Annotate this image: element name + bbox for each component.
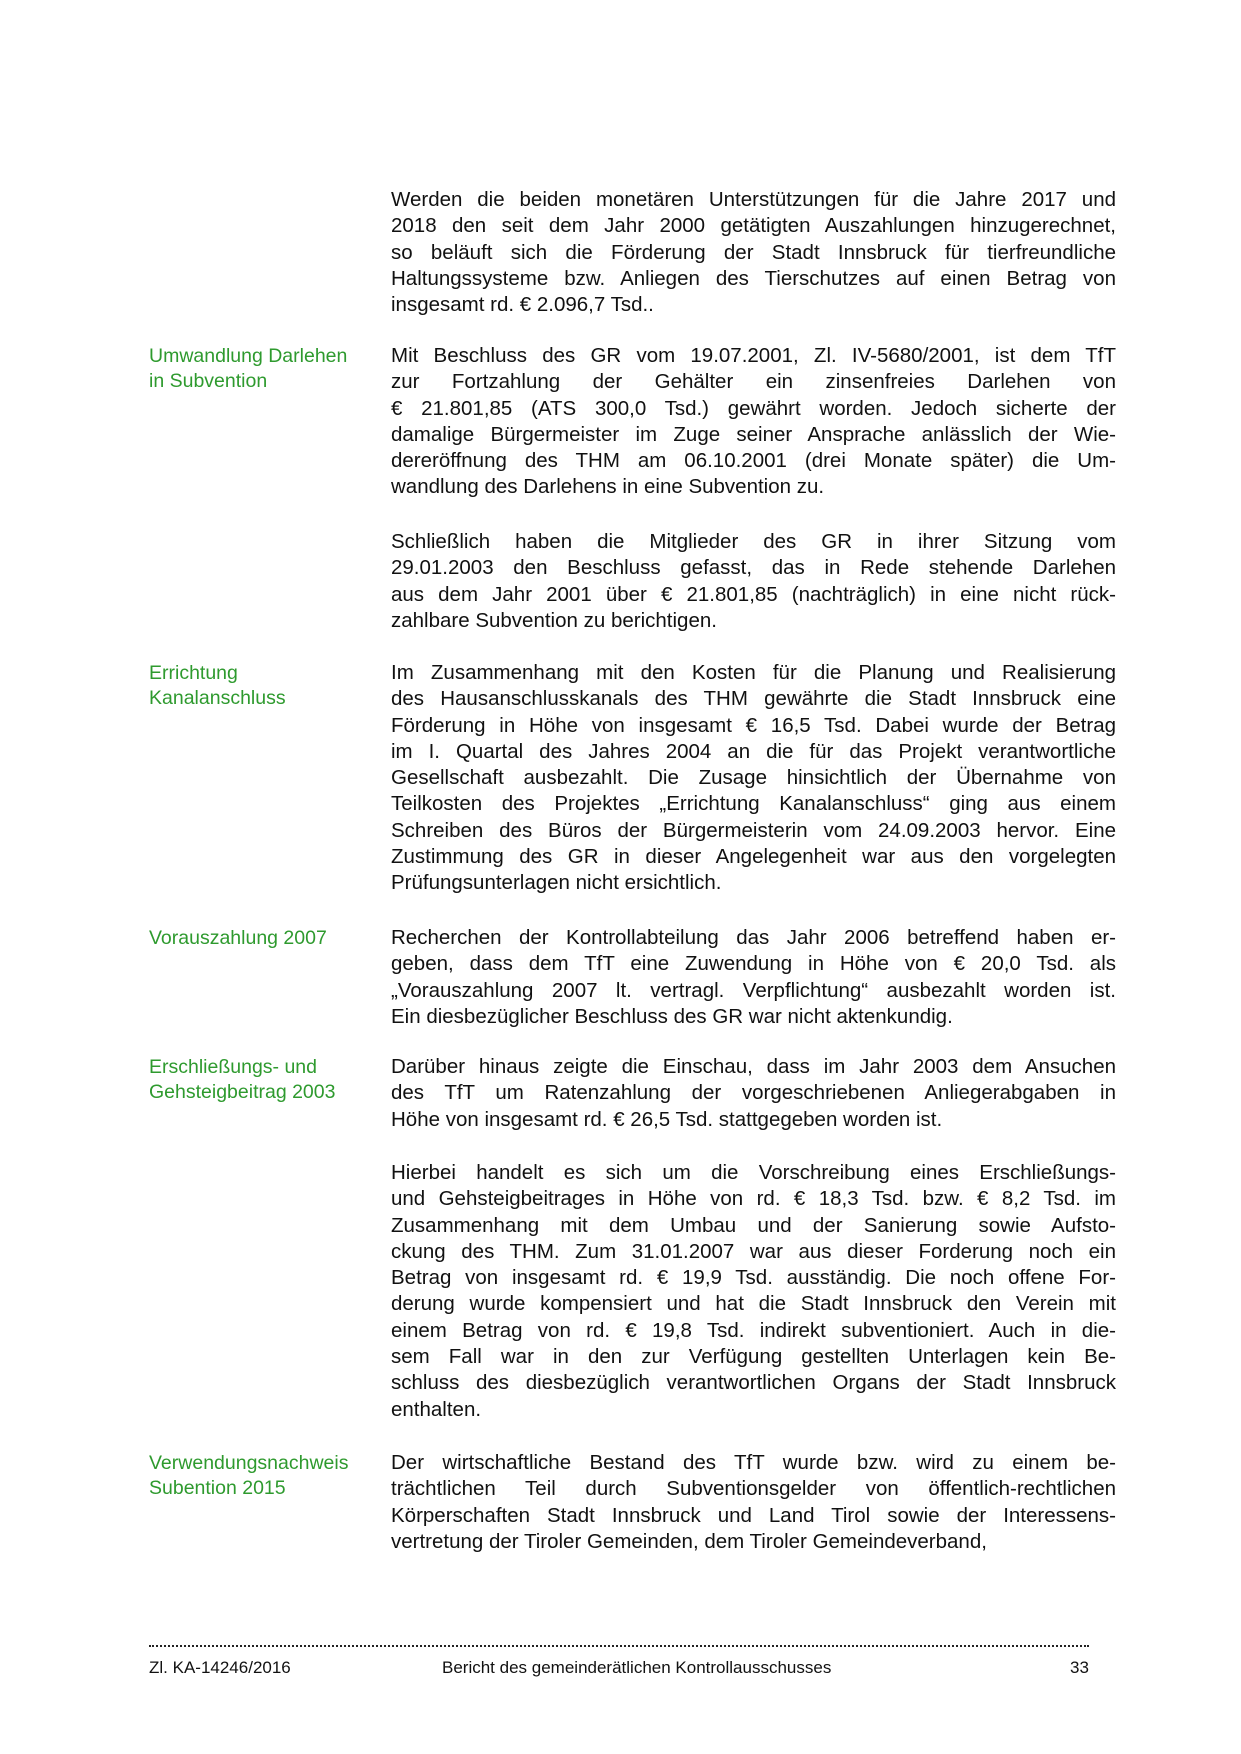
- text-line: „Vorauszahlung 2007 lt. vertragl. Verpflichtung“ ausbezahlt worden ist.: [391, 978, 1116, 1002]
- text-line: Darüber hinaus zeigte die Einschau, dass im Jahr 2003 dem Ansuchen: [391, 1055, 1116, 1078]
- body-paragraph: [391, 1450, 1116, 1555]
- margin-heading: [149, 1055, 379, 1104]
- page-number: 33: [1070, 1658, 1089, 1677]
- text-line: trächtlichen Teil durch Subventionsgelder von öffentlich-rechtlichen: [391, 1477, 1116, 1501]
- text-line: zahlbare Subvention zu berichtigen.: [391, 608, 717, 632]
- body-paragraph: [391, 1160, 1116, 1423]
- margin-heading-line: Umwandlung Darlehen: [149, 345, 348, 367]
- margin-heading: [149, 661, 379, 710]
- text-line: Haltungssysteme bzw. Anliegen des Tierschutzes auf einen Betrag von: [391, 266, 1116, 290]
- margin-heading-line: Vorauszahlung 2007: [149, 927, 327, 949]
- margin-heading-line: in Subvention: [149, 369, 268, 392]
- text-line: 2018 den seit dem Jahr 2000 getätigten Auszahlungen hinzugerechnet,: [391, 214, 1116, 238]
- text-line: zur Fortzahlung der Gehälter ein zinsenfreies Darlehen von: [391, 370, 1116, 394]
- text-line: des TfT um Ratenzahlung der vorgeschriebenen Anliegerabgaben in: [391, 1081, 1116, 1105]
- margin-heading: [149, 344, 379, 393]
- text-line: Zusammenhang mit dem Umbau und der Sanierung sowie Aufsto-: [391, 1213, 1116, 1237]
- text-line: Im Zusammenhang mit den Kosten für die Planung und Realisierung: [391, 661, 1116, 684]
- text-line: € 21.801,85 (ATS 300,0 Tsd.) gewährt worden. Jedoch sicherte der: [391, 396, 1116, 420]
- text-line: und Gehsteigbeitrages in Höhe von rd. € 18,3 Tsd. bzw. € 8,2 Tsd. im: [391, 1187, 1116, 1211]
- footer-divider: [149, 1645, 1089, 1647]
- margin-heading-line: Gehsteigbeitrag 2003: [149, 1080, 336, 1103]
- text-line: ckung des THM. Zum 31.01.2007 war aus dieser Forderung noch ein: [391, 1239, 1116, 1263]
- body-paragraph: [391, 187, 1116, 318]
- text-line: sem Fall war in den zur Verfügung gestellten Unterlagen kein Be-: [391, 1345, 1116, 1369]
- body-paragraph: [391, 343, 1116, 501]
- text-line: Betrag von insgesamt rd. € 19,9 Tsd. ausständig. Die noch offene For-: [391, 1266, 1116, 1290]
- text-line: dereröffnung des THM am 06.10.2001 (drei Monate später) die Um-: [391, 449, 1116, 473]
- text-line: des Hausanschlusskanals des THM gewährte die Stadt Innsbruck eine: [391, 687, 1116, 711]
- text-line: so beläuft sich die Förderung der Stadt Innsbruck für tierfreundliche: [391, 240, 1116, 264]
- body-paragraph: [391, 529, 1116, 634]
- margin-heading-line: Erschließungs- und: [149, 1056, 317, 1078]
- body-paragraph: [391, 1054, 1116, 1133]
- text-line: Der wirtschaftliche Bestand des TfT wurde bzw. wird zu einem be-: [391, 1451, 1116, 1474]
- text-line: Recherchen der Kontrollabteilung das Jahr 2006 betreffend haben er-: [391, 926, 1116, 949]
- text-line: geben, dass dem TfT eine Zuwendung in Höhe von € 20,0 Tsd. als: [391, 952, 1116, 976]
- text-line: schluss des diesbezüglich verantwortlichen Organs der Stadt Innsbruck: [391, 1371, 1116, 1395]
- text-line: insgesamt rd. € 2.096,7 Tsd..: [391, 293, 654, 317]
- text-line: einem Betrag von rd. € 19,8 Tsd. indirekt subventioniert. Auch in die-: [391, 1318, 1116, 1342]
- margin-heading-line: Verwendungsnachweis: [149, 1452, 349, 1474]
- text-line: Gesellschaft ausbezahlt. Die Zusage hinsichtlich der Übernahme von: [391, 766, 1116, 790]
- margin-heading: [149, 926, 379, 951]
- footer-reference: Zl. KA-14246/2016: [149, 1658, 291, 1677]
- text-line: derung wurde kompensiert und hat die Stadt Innsbruck den Verein mit: [391, 1292, 1116, 1316]
- text-line: aus dem Jahr 2001 über € 21.801,85 (nachträglich) in eine nicht rück-: [391, 582, 1116, 606]
- margin-heading-line: Errichtung: [149, 662, 238, 684]
- text-line: 29.01.2003 den Beschluss gefasst, das in Rede stehende Darlehen: [391, 556, 1116, 580]
- text-line: enthalten.: [391, 1397, 482, 1421]
- text-line: Höhe von insgesamt rd. € 26,5 Tsd. stattgegeben worden ist.: [391, 1107, 943, 1131]
- text-line: Hierbei handelt es sich um die Vorschreibung eines Erschließungs-: [391, 1161, 1116, 1184]
- margin-heading: [149, 1451, 379, 1500]
- footer-title: Bericht des gemeinderätlichen Kontrollausschusses: [442, 1658, 832, 1677]
- text-line: Schließlich haben die Mitglieder des GR in ihrer Sitzung vom: [391, 530, 1116, 553]
- text-line: wandlung des Darlehens in eine Subvention zu.: [391, 475, 825, 499]
- text-line: damalige Bürgermeister im Zuge seiner Ansprache anlässlich der Wie-: [391, 422, 1116, 446]
- text-line: Förderung in Höhe von insgesamt € 16,5 Tsd. Dabei wurde der Betrag: [391, 713, 1116, 737]
- text-line: Schreiben des Büros der Bürgermeisterin vom 24.09.2003 hervor. Eine: [391, 818, 1116, 842]
- text-line: Teilkosten des Projektes „Errichtung Kanalanschluss“ ging aus einem: [391, 792, 1116, 816]
- body-paragraph: [391, 925, 1116, 1030]
- text-line: Prüfungsunterlagen nicht ersichtlich.: [391, 871, 722, 895]
- body-paragraph: [391, 660, 1116, 897]
- text-line: Zustimmung des GR in dieser Angelegenheit war aus den vorgelegten: [391, 845, 1116, 869]
- margin-heading-line: Subention 2015: [149, 1476, 286, 1499]
- text-line: Werden die beiden monetären Unterstützungen für die Jahre 2017 und: [391, 188, 1116, 211]
- text-line: Ein diesbezüglicher Beschluss des GR war nicht aktenkundig.: [391, 1004, 953, 1028]
- text-line: Körperschaften Stadt Innsbruck und Land Tirol sowie der Interessens-: [391, 1503, 1116, 1527]
- margin-heading-line: Kanalanschluss: [149, 686, 286, 709]
- text-line: im I. Quartal des Jahres 2004 an die für das Projekt verantwortliche: [391, 739, 1116, 763]
- text-line: vertretung der Tiroler Gemeinden, dem Tiroler Gemeindeverband,: [391, 1529, 987, 1553]
- text-line: Mit Beschluss des GR vom 19.07.2001, Zl. IV-5680/2001, ist dem TfT: [391, 344, 1116, 367]
